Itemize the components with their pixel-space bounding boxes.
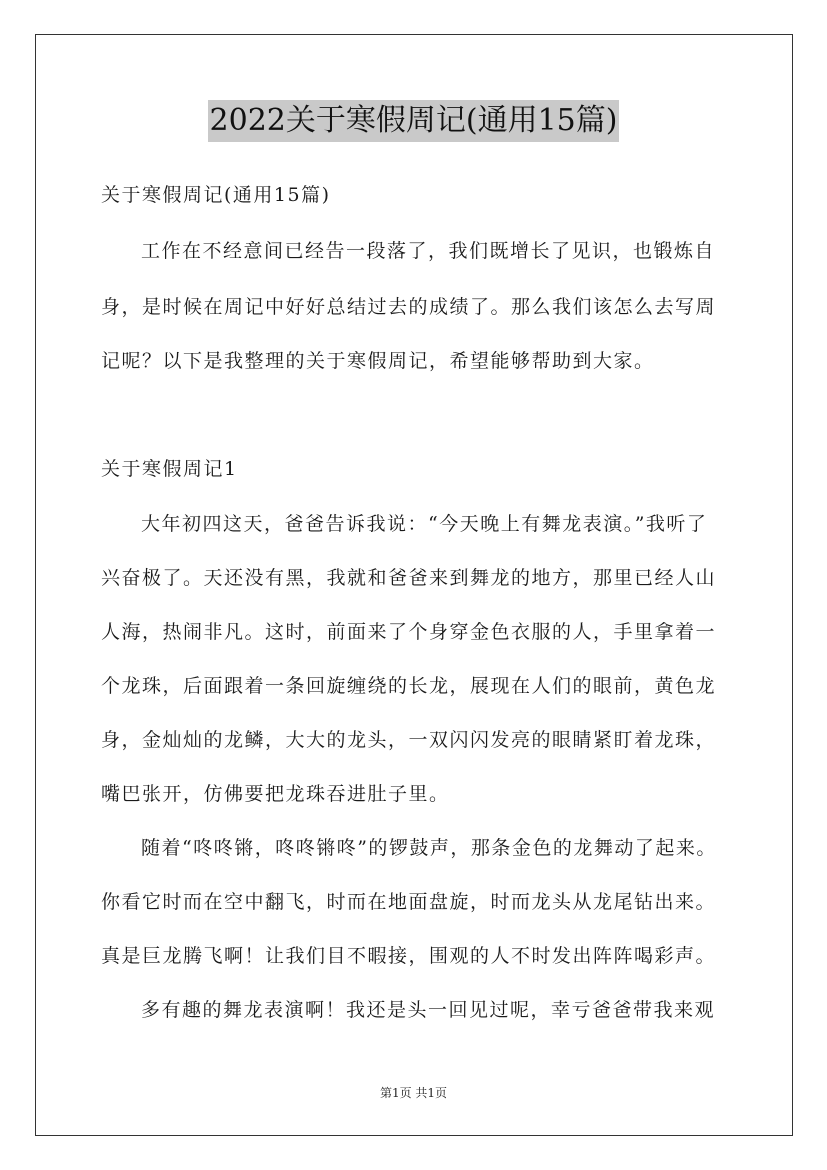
- section-heading: 关于寒假周记1: [101, 458, 238, 480]
- paragraph-line: 多有趣的舞龙表演啊！我还是头一回见过呢，幸亏爸爸带我来观: [141, 999, 716, 1021]
- paragraph-line: 你看它时而在空中翻飞，时而在地面盘旋，时而龙头从龙尾钻出来。: [101, 891, 717, 913]
- document-subtitle: 关于寒假周记(通用15篇): [101, 184, 331, 206]
- paragraph-line: 兴奋极了。天还没有黑，我就和爸爸来到舞龙的地方，那里已经人山: [101, 567, 717, 589]
- paragraph-line: 人海，热闹非凡。这时，前面来了个身穿金色衣服的人，手里拿着一: [101, 621, 717, 643]
- paragraph-line: 大年初四这天，爸爸告诉我说：“今天晚上有舞龙表演。”我听了: [141, 513, 708, 535]
- page-footer: 第1页 共1页: [379, 1086, 448, 1100]
- paragraph-line: 身，金灿灿的龙鳞，大大的龙头，一双闪闪发亮的眼睛紧盯着龙珠，: [101, 729, 717, 751]
- paragraph-line: 随着“咚咚锵，咚咚锵咚”的锣鼓声，那条金色的龙舞动了起来。: [141, 837, 717, 859]
- paragraph-line: 真是巨龙腾飞啊！让我们目不暇接，围观的人不时发出阵阵喝彩声。: [101, 945, 717, 967]
- document-title: 2022关于寒假周记(通用15篇): [208, 100, 620, 142]
- paragraph-line: 嘴巴张开，仿佛要把龙珠吞进肚子里。: [101, 783, 450, 805]
- intro-line: 身，是时候在周记中好好总结过去的成绩了。那么我们该怎么去写周: [101, 296, 717, 318]
- intro-line: 记呢？以下是我整理的关于寒假周记，希望能够帮助到大家。: [101, 350, 655, 372]
- intro-line: 工作在不经意间已经告一段落了，我们既增长了见识，也锻炼自: [141, 240, 716, 262]
- paragraph-line: 个龙珠，后面跟着一条回旋缠绕的长龙，展现在人们的眼前，黄色龙: [101, 675, 717, 697]
- title-container: [0, 100, 827, 142]
